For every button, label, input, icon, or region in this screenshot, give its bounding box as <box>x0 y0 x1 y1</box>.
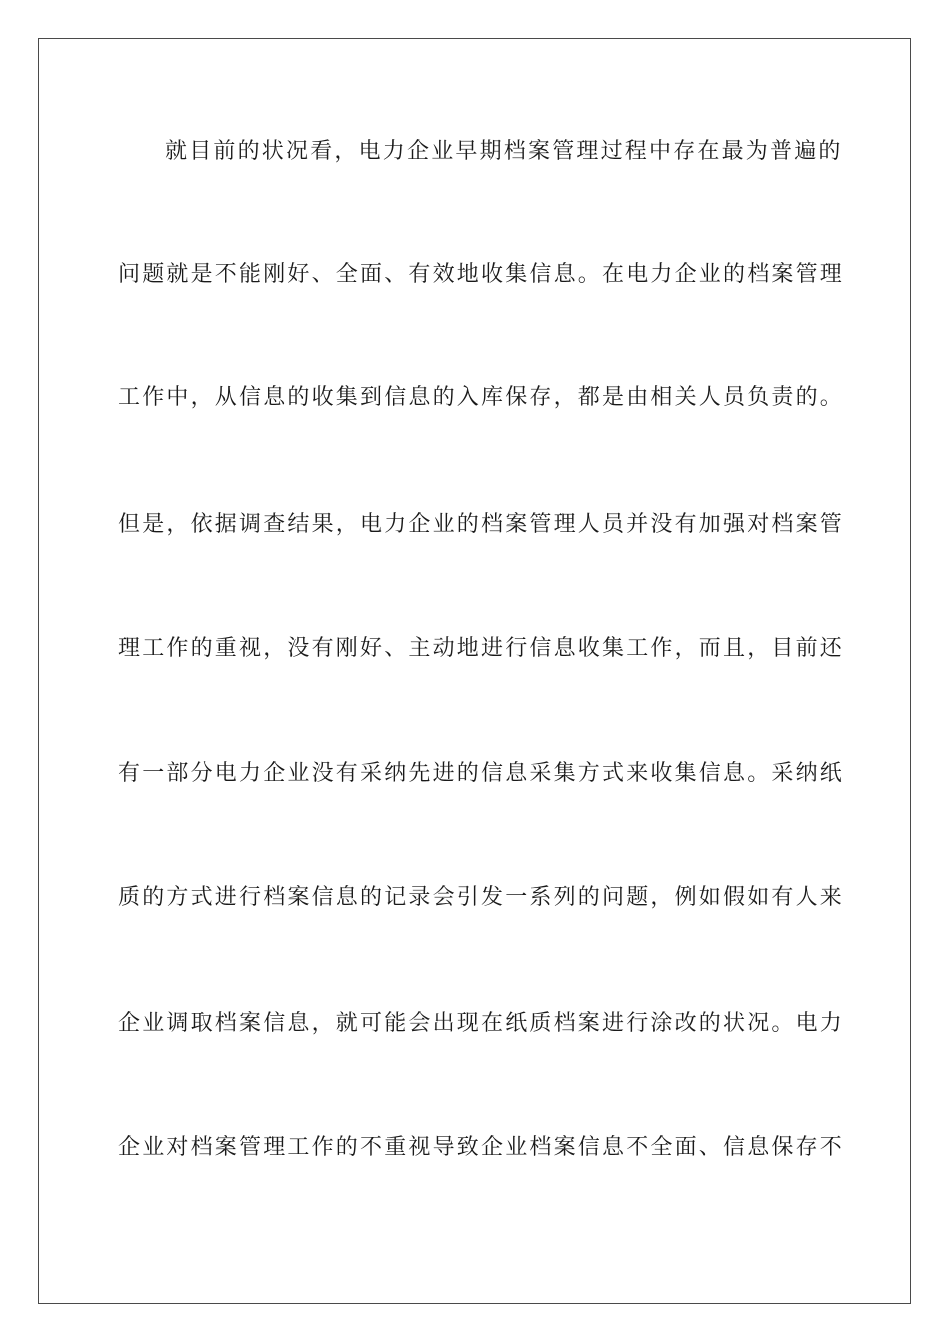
paragraph-line-4: 但是，依据调查结果，电力企业的档案管理人员并没有加强对档案管 <box>118 512 845 537</box>
paragraph-line-6: 有一部分电力企业没有采纳先进的信息采集方式来收集信息。采纳纸 <box>118 761 845 786</box>
paragraph-line-5: 理工作的重视，没有刚好、主动地进行信息收集工作，而且，目前还 <box>118 636 845 661</box>
paragraph-line-7: 质的方式进行档案信息的记录会引发一系列的问题，例如假如有人来 <box>118 885 845 910</box>
paragraph-line-3: 工作中，从信息的收集到信息的入库保存，都是由相关人员负责的。 <box>118 385 845 410</box>
paragraph-line-8: 企业调取档案信息，就可能会出现在纸质档案进行涂改的状况。电力 <box>118 1011 845 1036</box>
paragraph-line-2: 问题就是不能刚好、全面、有效地收集信息。在电力企业的档案管理 <box>118 262 845 287</box>
paragraph-line-1: 就目前的状况看，电力企业早期档案管理过程中存在最为普遍的 <box>165 139 843 164</box>
paragraph-line-9: 企业对档案管理工作的不重视导致企业档案信息不全面、信息保存不 <box>118 1135 845 1160</box>
page-border <box>38 38 911 1304</box>
